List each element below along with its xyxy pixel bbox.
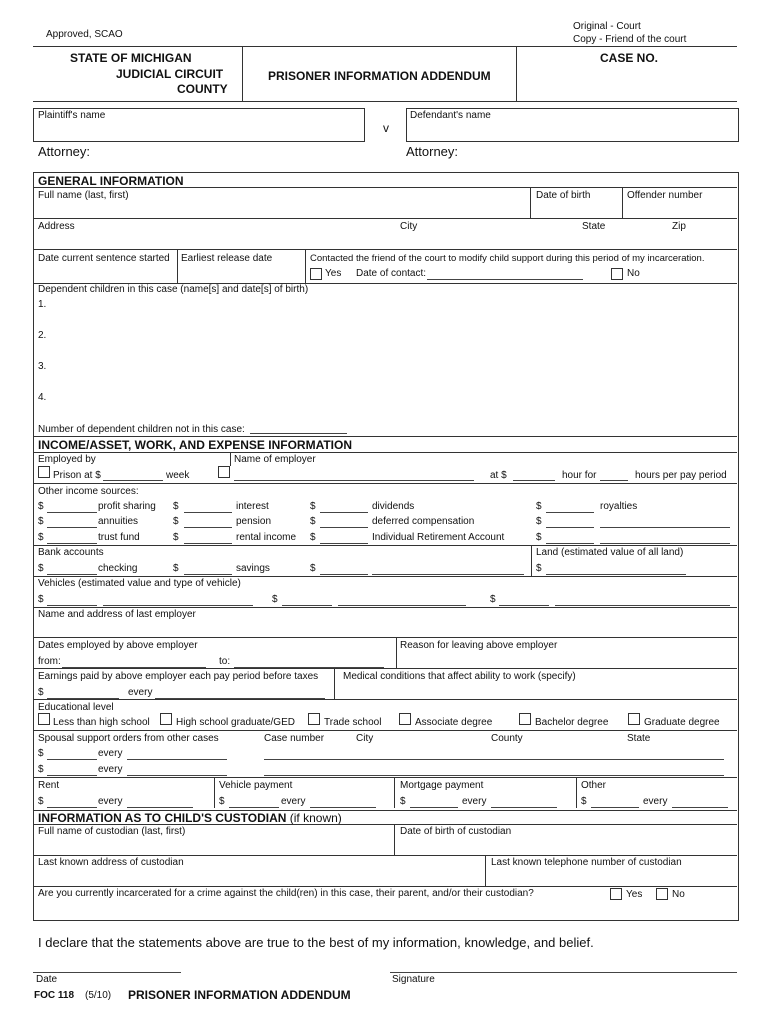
rule-line [531, 545, 532, 576]
other-period-field[interactable] [672, 807, 728, 808]
dollar-sign: $ [38, 748, 44, 759]
contacted-foc-text: Contacted the friend of the court to modify child support during this period of my incarceration. [310, 253, 705, 264]
spousal-1-amount[interactable] [47, 759, 97, 760]
contacted-no-label: No [627, 268, 640, 279]
vehicle-2-type[interactable] [338, 605, 466, 606]
not-in-case-label: Number of dependent children not in this case: [38, 424, 245, 435]
trust-fund-label: trust fund [98, 532, 140, 543]
edu-graduate-label: Graduate degree [644, 717, 720, 728]
contacted-yes-label: Yes [325, 268, 342, 279]
edu-associate-label: Associate degree [415, 717, 493, 728]
other-income-1-field[interactable] [546, 527, 594, 528]
dollar-sign: $ [310, 532, 316, 543]
dollar-sign: $ [38, 516, 44, 527]
dependents-label: Dependent children in this case (name[s] and date[s] of birth) [38, 284, 309, 295]
every-label: every [128, 687, 153, 698]
full-name-label: Full name (last, first) [38, 190, 129, 201]
annuities-field[interactable] [47, 527, 97, 528]
rule-line [214, 777, 215, 808]
spousal-county-label: County [491, 733, 523, 744]
edu-bachelor-label: Bachelor degree [535, 717, 609, 728]
reason-leaving-label: Reason for leaving above employer [400, 640, 558, 651]
ira-field[interactable] [320, 543, 368, 544]
dollar-sign: $ [400, 796, 406, 807]
not-in-case-field[interactable] [250, 433, 347, 434]
date-of-contact-label: Date of contact: [356, 268, 427, 279]
dollar-sign: $ [581, 796, 587, 807]
from-label: from: [38, 656, 61, 667]
city-label: City [400, 221, 418, 232]
child-4-number: 4. [38, 392, 47, 403]
dollar-sign: $ [38, 764, 44, 775]
rule-line [33, 824, 737, 825]
vehicles-label: Vehicles (estimated value and type of vehicle) [38, 578, 241, 589]
rent-period-field[interactable] [127, 807, 193, 808]
judicial-circuit: JUDICIAL CIRCUIT [116, 67, 224, 81]
rule-line [622, 187, 623, 218]
incarcerated-yes-label: Yes [626, 889, 643, 900]
custodian-phone-label: Last known telephone number of custodian [491, 857, 682, 868]
incarcerated-question: Are you currently incarcerated for a crime against the child(ren) in this case, their parent, and/or their custodian? [38, 888, 534, 899]
employed-by-label: Employed by [38, 454, 96, 465]
edu-associate-checkbox[interactable] [399, 713, 411, 725]
edu-graduate-checkbox[interactable] [628, 713, 640, 725]
other-expense-label: Other [581, 780, 607, 791]
vehicle-3-type[interactable] [555, 605, 730, 606]
rule-line [230, 452, 231, 466]
dob-label: Date of birth [536, 190, 591, 201]
incarcerated-yes-checkbox[interactable] [610, 888, 622, 900]
rule-line [33, 699, 737, 700]
vehicle-period-field[interactable] [310, 807, 376, 808]
dates-employed-label: Dates employed by above employer [38, 640, 198, 651]
edu-bachelor-checkbox[interactable] [519, 713, 531, 725]
form-date: (5/10) [85, 990, 112, 1001]
dollar-sign: $ [38, 563, 44, 574]
edu-less-hs-label: Less than high school [53, 717, 150, 728]
declaration-text: I declare that the statements above are true to the best of my information, knowledge, and belief. [38, 935, 594, 950]
dollar-sign: $ [173, 532, 179, 543]
land-value-field[interactable] [546, 574, 686, 575]
rule-line [394, 824, 395, 855]
vehicle-2-value[interactable] [282, 605, 332, 606]
trust-fund-field[interactable] [47, 543, 97, 544]
rule-line [33, 545, 737, 546]
other-expense-field[interactable] [591, 807, 639, 808]
original-court-text: Original - Court [573, 21, 641, 32]
county-label: COUNTY [177, 82, 228, 96]
dollar-sign: $ [310, 501, 316, 512]
dollar-sign: $ [310, 563, 316, 574]
deferred-label: deferred compensation [372, 516, 475, 527]
dollar-sign: $ [173, 516, 179, 527]
contacted-no-checkbox[interactable] [611, 268, 623, 280]
rule-line [33, 187, 737, 188]
royalties-label: royalties [600, 501, 638, 512]
pension-label: pension [236, 516, 272, 527]
to-label: to: [219, 656, 231, 667]
rule-line [33, 576, 737, 577]
employed-employer-checkbox[interactable] [218, 466, 230, 478]
dollar-sign: $ [536, 501, 542, 512]
rule-line [33, 452, 737, 453]
custodian-heading [38, 811, 342, 825]
spousal-city-label: City [356, 733, 374, 744]
vehicle-payment-field[interactable] [229, 807, 279, 808]
form-title: PRISONER INFORMATION ADDENDUM [268, 69, 491, 83]
spousal-1-details[interactable] [264, 759, 724, 760]
rule-line [33, 607, 737, 608]
dollar-sign: $ [38, 501, 44, 512]
child-1-number: 1. [38, 299, 47, 310]
mortgage-label: Mortgage payment [400, 780, 484, 791]
dollar-sign: $ [38, 594, 44, 605]
every-label: every [462, 796, 487, 807]
signature-line[interactable] [390, 972, 737, 973]
rule-line [394, 777, 395, 808]
spousal-2-period[interactable] [127, 775, 227, 776]
land-label: Land (estimated value of all land) [536, 547, 684, 558]
signature-label: Signature [392, 974, 435, 985]
other-income-2-field[interactable] [546, 543, 594, 544]
deferred-field[interactable] [320, 527, 368, 528]
incarcerated-no-label: No [672, 889, 685, 900]
dollar-sign: $ [38, 687, 44, 698]
custodian-name-label: Full name of custodian (last, first) [38, 826, 186, 837]
child-3-number: 3. [38, 361, 47, 372]
plaintiff-label: Plaintiff's name [38, 110, 106, 121]
edu-trade-label: Trade school [324, 717, 382, 728]
dollar-sign: $ [536, 516, 542, 527]
address-label: Address [38, 221, 75, 232]
dollar-sign: $ [490, 594, 496, 605]
dollar-sign: $ [219, 796, 225, 807]
child-2-number: 2. [38, 330, 47, 341]
custodian-address-label: Last known address of custodian [38, 857, 184, 868]
spousal-support-label: Spousal support orders from other cases [38, 733, 219, 744]
bank-accounts-label: Bank accounts [38, 547, 104, 558]
edu-trade-checkbox[interactable] [308, 713, 320, 725]
custodian-heading-suffix: (if known) [289, 811, 342, 825]
vehicle-1-value[interactable] [47, 605, 97, 606]
checking-label: checking [98, 563, 138, 574]
savings-label: savings [236, 563, 270, 574]
prison-wage-field[interactable] [103, 480, 163, 481]
dividends-field[interactable] [320, 512, 368, 513]
rule-line [33, 777, 737, 778]
plaintiff-attorney-label: Attorney: [38, 144, 91, 159]
form-number: FOC 118 [34, 990, 75, 1001]
edu-hs-checkbox[interactable] [160, 713, 172, 725]
zip-label: Zip [672, 221, 686, 232]
dollar-sign: $ [310, 516, 316, 527]
checking-field[interactable] [47, 574, 97, 575]
annuities-label: annuities [98, 516, 139, 527]
edu-hs-label: High school graduate/GED [176, 717, 295, 728]
rule-line [485, 855, 486, 886]
offender-number-label: Offender number [627, 190, 703, 201]
other-income-label: Other income sources: [38, 486, 139, 497]
header-bottom-line [33, 101, 737, 102]
footer-form-title: PRISONER INFORMATION ADDENDUM [128, 988, 351, 1002]
vehicle-payment-label: Vehicle payment [219, 780, 293, 791]
every-label: every [98, 764, 123, 775]
every-label: every [281, 796, 306, 807]
other-account-desc[interactable] [372, 574, 524, 575]
dividends-label: dividends [372, 501, 415, 512]
dollar-sign: $ [38, 796, 44, 807]
ira-label: Individual Retirement Account [372, 532, 505, 543]
mortgage-period-field[interactable] [491, 807, 557, 808]
spousal-state-label: State [627, 733, 651, 744]
spousal-1-period[interactable] [127, 759, 227, 760]
rule-line [396, 637, 397, 668]
pension-field[interactable] [184, 527, 232, 528]
general-info-heading: GENERAL INFORMATION [38, 174, 184, 188]
rental-income-label: rental income [236, 532, 297, 543]
medical-label: Medical conditions that affect ability to work (specify) [343, 671, 576, 682]
defendant-label: Defendant's name [410, 110, 491, 121]
royalties-field[interactable] [546, 512, 594, 513]
every-label: every [98, 796, 123, 807]
versus-label: v [383, 121, 389, 135]
week-label: week [166, 470, 190, 481]
header-top-line [33, 46, 737, 47]
rule-line [33, 855, 737, 856]
rule-line [33, 668, 737, 669]
other-income-2-desc[interactable] [600, 543, 730, 544]
income-heading: INCOME/ASSET, WORK, AND EXPENSE INFORMATION [38, 438, 353, 452]
date-of-contact-field[interactable] [427, 279, 583, 280]
dollar-sign: $ [272, 594, 278, 605]
hour-for-label: hour for [562, 470, 597, 481]
rule-line [576, 777, 577, 808]
profit-sharing-field[interactable] [47, 512, 97, 513]
dollar-sign: $ [173, 563, 179, 574]
rent-amount-field[interactable] [47, 807, 97, 808]
name-of-employer-label: Name of employer [234, 454, 316, 465]
sentence-started-label: Date current sentence started [38, 253, 170, 264]
interest-label: interest [236, 501, 269, 512]
hourly-wage-field[interactable] [513, 480, 555, 481]
other-income-1-desc[interactable] [600, 527, 730, 528]
rule-line [33, 249, 737, 250]
vehicle-1-type[interactable] [103, 605, 253, 606]
hours-per-pay-label: hours per pay period [635, 470, 727, 481]
dollar-sign: $ [38, 532, 44, 543]
savings-field[interactable] [184, 574, 232, 575]
case-no-label: CASE NO. [600, 51, 659, 65]
rule-line [33, 637, 737, 638]
profit-sharing-label: profit sharing [98, 501, 156, 512]
dollar-sign: $ [536, 532, 542, 543]
vehicle-3-value[interactable] [499, 605, 549, 606]
state-label: State [582, 221, 606, 232]
rule-line [33, 436, 737, 437]
employed-prison-checkbox[interactable] [38, 466, 50, 478]
rule-line [305, 249, 306, 283]
copy-foc-text: Copy - Friend of the court [573, 34, 687, 45]
defendant-attorney-label: Attorney: [406, 144, 459, 159]
approved-text: Approved, SCAO [46, 29, 123, 40]
interest-field[interactable] [184, 512, 232, 513]
at-dollar-label: at $ [490, 470, 507, 481]
header-divider-1 [242, 46, 243, 101]
edu-less-hs-checkbox[interactable] [38, 713, 50, 725]
rule-line [33, 730, 737, 731]
employer-name-field[interactable] [234, 480, 474, 481]
rent-label: Rent [38, 780, 60, 791]
earliest-release-label: Earliest release date [181, 253, 273, 264]
rule-line [33, 483, 737, 484]
rule-line [33, 218, 737, 219]
custodian-dob-label: Date of birth of custodian [400, 826, 512, 837]
date-signature-line[interactable] [33, 972, 181, 973]
dollar-sign: $ [173, 501, 179, 512]
contacted-yes-checkbox[interactable] [310, 268, 322, 280]
every-label: every [643, 796, 668, 807]
earnings-label: Earnings paid by above employer each pay period before taxes [38, 671, 319, 682]
other-account-field[interactable] [320, 574, 368, 575]
education-label: Educational level [38, 702, 114, 713]
last-employer-label: Name and address of last employer [38, 609, 196, 620]
rule-line [33, 886, 737, 887]
mortgage-amount-field[interactable] [410, 807, 458, 808]
custodian-heading-text: INFORMATION AS TO CHILD'S CUSTODIAN [38, 811, 287, 825]
state-of-michigan: STATE OF MICHIGAN [70, 51, 192, 65]
case-number-label: Case number [264, 733, 325, 744]
spousal-2-details[interactable] [264, 775, 724, 776]
spousal-2-amount[interactable] [47, 775, 97, 776]
prison-at-label: Prison at $ [53, 470, 101, 481]
every-label: every [98, 748, 123, 759]
dollar-sign: $ [536, 563, 542, 574]
rule-line [530, 187, 531, 218]
hours-field[interactable] [600, 480, 628, 481]
rule-line [177, 249, 178, 283]
rule-line [334, 668, 335, 699]
header-divider-2 [516, 46, 517, 101]
date-label: Date [36, 974, 58, 985]
rental-income-field[interactable] [184, 543, 232, 544]
incarcerated-no-checkbox[interactable] [656, 888, 668, 900]
